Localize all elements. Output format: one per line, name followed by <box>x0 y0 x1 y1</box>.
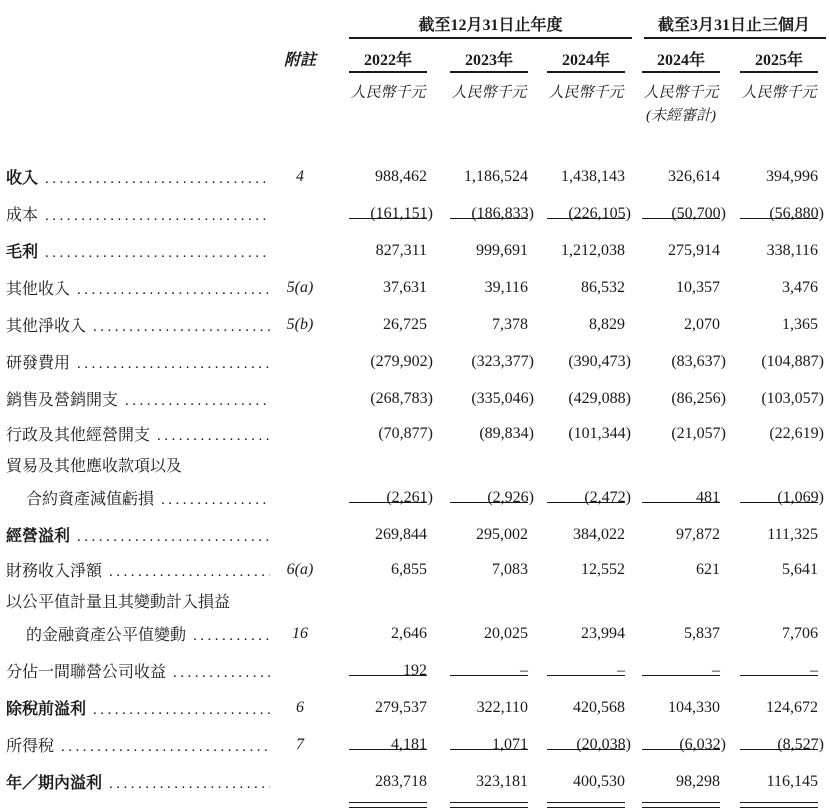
value: 104,330 <box>668 698 720 716</box>
value: 275,914 <box>668 241 720 259</box>
value: 116,145 <box>766 772 818 790</box>
row-note: 16 <box>292 624 308 642</box>
value: 326,614 <box>668 167 720 185</box>
value: 7,083 <box>492 560 528 578</box>
value: 5,641 <box>782 560 818 578</box>
value: (86,256) <box>671 389 726 407</box>
value: (70,877) <box>378 424 433 442</box>
value-cell-col4 <box>625 699 720 717</box>
value: (186,833) <box>471 204 534 222</box>
value-cell-col1 <box>328 662 427 680</box>
value: 12,552 <box>581 560 625 578</box>
value: 20,025 <box>484 624 528 642</box>
value: 4,181 <box>391 735 427 753</box>
group-rule-quarterly <box>644 37 826 39</box>
value: 420,568 <box>573 698 625 716</box>
value-cell-col3 <box>528 204 631 223</box>
value-cell-col2 <box>427 242 528 260</box>
row-label-cell <box>0 486 272 509</box>
value: 23,994 <box>581 624 625 642</box>
row-note: 6 <box>296 698 304 716</box>
value-cell-col1 <box>328 736 427 754</box>
year-column-header: 2025年 <box>754 52 803 69</box>
value-cell-col5 <box>720 625 818 643</box>
table-row <box>0 158 829 195</box>
row-label: 成本 <box>6 207 39 224</box>
dot-leader <box>45 245 270 262</box>
value: (226,105) <box>568 204 631 222</box>
row-label: 所得稅 <box>6 738 55 755</box>
value-cell-col4 <box>625 204 726 223</box>
value-cell-col3 <box>528 279 625 297</box>
row-label-cell <box>0 523 272 546</box>
value-cell-col2 <box>427 526 528 544</box>
value: 621 <box>696 560 720 578</box>
table-row <box>0 615 829 652</box>
year-column-header: 2024年 <box>561 52 610 69</box>
dot-leader <box>45 208 270 225</box>
dot-leader <box>77 529 270 546</box>
dot-leader <box>61 739 270 756</box>
value: 295,002 <box>476 525 528 543</box>
table-row <box>0 195 829 232</box>
value: 999,691 <box>476 241 528 259</box>
year-column-header: 2023年 <box>464 52 513 69</box>
value: (390,473) <box>568 352 631 370</box>
value: (21,057) <box>671 424 726 442</box>
row-note: 4 <box>296 167 304 185</box>
dot-leader <box>193 628 270 645</box>
row-label: 毛利 <box>6 244 39 261</box>
table-row <box>0 763 829 800</box>
value: 394,996 <box>766 167 818 185</box>
value: 338,116 <box>766 241 818 259</box>
dot-leader <box>161 492 270 509</box>
double-rule-cell <box>528 802 625 808</box>
value: 10,357 <box>676 278 720 296</box>
value: (50,700) <box>671 204 726 222</box>
value: 269,844 <box>375 525 427 543</box>
period-group-title-annual: 截至12月31日止年度 <box>418 17 563 34</box>
value: 400,530 <box>573 772 625 790</box>
value: 7,378 <box>492 315 528 333</box>
value-cell-col3 <box>528 424 631 443</box>
value-cell-col2 <box>427 389 534 408</box>
value: – <box>810 661 818 679</box>
value: 323,181 <box>476 772 528 790</box>
value-cell-col4 <box>625 526 720 544</box>
value: 1,186,524 <box>464 167 528 185</box>
row-label-cell <box>0 770 272 793</box>
row-note: 7 <box>296 735 304 753</box>
value: – <box>520 661 528 679</box>
value-cell-col1 <box>328 625 427 643</box>
value-cell-col5 <box>720 279 818 297</box>
value-cell-col4 <box>625 625 720 643</box>
row-label: 年／期內溢利 <box>6 775 103 792</box>
value-cell-col3 <box>528 168 625 186</box>
value: 5,837 <box>684 624 720 642</box>
table-row <box>0 652 829 689</box>
dot-leader <box>77 282 270 299</box>
value-cell-col5 <box>720 242 818 260</box>
row-label: 分佔一間聯營公司收益 <box>6 664 167 681</box>
value: 1,438,143 <box>561 167 625 185</box>
value-cell-col4 <box>625 279 720 297</box>
value: (101,344) <box>568 424 631 442</box>
table-row <box>0 232 829 269</box>
value-cell-col1 <box>328 424 433 443</box>
row-label-cell <box>0 696 272 719</box>
currency-unit-label: 人民幣千元 <box>548 85 624 101</box>
row-label: 合約資產減值虧損 <box>26 491 155 508</box>
value-cell-col1 <box>328 204 433 223</box>
value-cell-col5 <box>720 168 818 186</box>
value-cell-col5 <box>720 526 818 544</box>
year-underline <box>450 71 528 73</box>
row-label-cell <box>0 589 272 612</box>
value-cell-col3 <box>528 773 625 791</box>
value-cell-col5 <box>720 424 824 443</box>
value: 192 <box>403 661 427 679</box>
value-cell-col3 <box>528 316 625 334</box>
row-label: 其他淨收入 <box>6 318 87 335</box>
double-rule-cell <box>328 802 427 808</box>
value: 2,070 <box>684 315 720 333</box>
value-cell-col5 <box>720 389 824 408</box>
value: 124,672 <box>766 698 818 716</box>
value-cell-col1 <box>328 773 427 791</box>
value: 86,532 <box>581 278 625 296</box>
row-label: 銷售及營銷開支 <box>6 392 119 409</box>
value: 384,022 <box>573 525 625 543</box>
value-cell-col3 <box>528 488 631 507</box>
value-cell-col2 <box>427 773 528 791</box>
value-cell-col4 <box>625 773 720 791</box>
value: 111,325 <box>767 525 818 543</box>
value-cell-col4 <box>625 316 720 334</box>
dot-leader <box>93 702 270 719</box>
group-rule-annual <box>349 37 632 39</box>
value-cell-col4 <box>625 424 726 443</box>
value: 7,706 <box>782 624 818 642</box>
row-label-cell <box>0 165 272 188</box>
value-cell-col1 <box>328 389 433 408</box>
value: 6,855 <box>391 560 427 578</box>
table-row <box>0 689 829 726</box>
notes-column-header: 附註 <box>283 52 316 69</box>
value: (2,926) <box>487 488 534 506</box>
value: 1,212,038 <box>561 241 625 259</box>
double-rule <box>349 802 427 808</box>
value: (83,637) <box>671 352 726 370</box>
table-row <box>0 450 829 479</box>
row-label: 收入 <box>6 170 39 187</box>
value: (104,887) <box>761 352 824 370</box>
double-rule-cell <box>427 802 528 808</box>
year-underline <box>349 71 427 73</box>
value: (2,472) <box>584 488 631 506</box>
year-column-header: 2024年 <box>656 52 705 69</box>
table-header <box>0 0 829 158</box>
value-cell-col2 <box>427 625 528 643</box>
row-note: 5(b) <box>286 315 314 333</box>
value: 988,462 <box>375 167 427 185</box>
double-rule <box>740 802 818 808</box>
table-row <box>0 516 829 553</box>
value: 37,631 <box>383 278 427 296</box>
value: (429,088) <box>568 389 631 407</box>
value-cell-col3 <box>528 699 625 717</box>
value-cell-col4 <box>625 352 726 371</box>
value-cell-col5 <box>720 352 824 371</box>
row-label: 其他收入 <box>6 281 71 298</box>
value: (279,902) <box>370 352 433 370</box>
currency-unit-label: 人民幣千元 <box>451 85 527 101</box>
value: (89,834) <box>479 424 534 442</box>
row-label: 除稅前溢利 <box>6 701 87 718</box>
row-label: 行政及其他經營開支 <box>6 427 151 444</box>
value-cell-col1 <box>328 526 427 544</box>
row-label: 以公平值計量且其變動計入損益 <box>6 594 231 611</box>
row-label-cell <box>0 733 272 756</box>
dot-leader <box>109 776 270 793</box>
value: 26,725 <box>383 315 427 333</box>
value: (2,261) <box>386 488 433 506</box>
value: 8,829 <box>589 315 625 333</box>
currency-unit-label: 人民幣千元 <box>643 85 719 101</box>
value-cell-col2 <box>427 488 534 507</box>
value: (6,032) <box>679 735 726 753</box>
row-label: 貿易及其他應收款項以及 <box>6 458 183 475</box>
value-cell-col5 <box>720 773 818 791</box>
value: (56,880) <box>769 204 824 222</box>
row-label-cell <box>0 276 272 299</box>
row-note: 5(a) <box>286 278 314 296</box>
value-cell-col2 <box>427 316 528 334</box>
table-row <box>0 380 829 417</box>
value: 827,311 <box>375 241 427 259</box>
dot-leader <box>45 171 270 188</box>
row-label-cell <box>0 202 272 225</box>
value-cell-col2 <box>427 561 528 579</box>
table-row <box>0 417 829 450</box>
value: (103,057) <box>761 389 824 407</box>
value-cell-col5 <box>720 699 818 717</box>
value: (20,038) <box>576 735 631 753</box>
row-label-cell <box>0 313 272 336</box>
dot-leader <box>173 665 270 682</box>
value-cell-col1 <box>328 699 427 717</box>
value-cell-col5 <box>720 561 818 579</box>
value: 1,071 <box>492 735 528 753</box>
value-cell-col4 <box>625 168 720 186</box>
currency-unit-label: 人民幣千元 <box>741 85 817 101</box>
table-row <box>0 343 829 380</box>
value-cell-col1 <box>328 242 427 260</box>
value-cell-col3 <box>528 735 631 754</box>
row-label-cell <box>0 659 272 682</box>
value-cell-col4 <box>625 489 720 507</box>
value-cell-col1 <box>328 316 427 334</box>
value-cell-col4 <box>625 242 720 260</box>
row-label-cell <box>0 422 272 445</box>
dot-leader <box>157 428 270 445</box>
unaudited-note: (未經審計) <box>646 108 716 124</box>
value: 2,646 <box>391 624 427 642</box>
row-label-cell <box>0 239 272 262</box>
value-cell-col3 <box>528 526 625 544</box>
dot-leader <box>93 319 270 336</box>
value: 98,298 <box>676 772 720 790</box>
double-rule-cell <box>720 802 818 808</box>
value-cell-col5 <box>720 316 818 334</box>
value: 322,110 <box>476 698 528 716</box>
value-cell-col2 <box>427 424 534 443</box>
year-underline <box>642 71 720 73</box>
double-rule <box>642 802 720 808</box>
table-row <box>0 726 829 763</box>
table-row <box>0 269 829 306</box>
table-body <box>0 158 829 812</box>
value: (335,046) <box>471 389 534 407</box>
value-cell-col1 <box>328 488 433 507</box>
row-note: 6(a) <box>286 560 314 578</box>
row-label: 經營溢利 <box>6 528 71 545</box>
value: (323,377) <box>471 352 534 370</box>
dot-leader <box>77 356 270 373</box>
value: (8,527) <box>777 735 824 753</box>
value-cell-col2 <box>427 168 528 186</box>
value-cell-col5 <box>720 204 824 223</box>
value: (1,069) <box>777 488 824 506</box>
value-cell-col4 <box>625 662 720 680</box>
row-label-cell <box>0 558 272 581</box>
period-group-title-quarterly: 截至3月31日止三個月 <box>657 17 810 34</box>
table-row <box>0 586 829 615</box>
value: 39,116 <box>484 278 528 296</box>
value: (268,783) <box>370 389 433 407</box>
row-label: 的金融資產公平值變動 <box>26 627 187 644</box>
value-cell-col3 <box>528 662 625 680</box>
value-cell-col1 <box>328 279 427 297</box>
value: 279,537 <box>375 698 427 716</box>
row-label-cell <box>0 622 272 645</box>
value: 1,365 <box>782 315 818 333</box>
value-cell-col3 <box>528 389 631 408</box>
value-cell-col2 <box>427 699 528 717</box>
row-label-cell <box>0 350 272 373</box>
value-cell-col5 <box>720 735 824 754</box>
value-cell-col1 <box>328 168 427 186</box>
value: (22,619) <box>769 424 824 442</box>
value-cell-col1 <box>328 352 433 371</box>
value: 481 <box>696 488 720 506</box>
value-cell-col4 <box>625 561 720 579</box>
value: 283,718 <box>375 772 427 790</box>
row-label-cell <box>0 453 272 476</box>
value: 3,476 <box>782 278 818 296</box>
year-underline <box>740 71 818 73</box>
double-rule-cell <box>625 802 720 808</box>
double-rule <box>450 802 528 808</box>
value-cell-col5 <box>720 488 824 507</box>
year-column-header: 2022年 <box>363 52 412 69</box>
value-cell-col2 <box>427 352 534 371</box>
double-rule-row <box>0 800 829 812</box>
value-cell-col2 <box>427 279 528 297</box>
value-cell-col1 <box>328 561 427 579</box>
value-cell-col4 <box>625 389 726 408</box>
currency-unit-label: 人民幣千元 <box>350 85 426 101</box>
row-label-cell <box>0 387 272 410</box>
value: (161,151) <box>370 204 433 222</box>
year-underline <box>547 71 625 73</box>
value-cell-col2 <box>427 204 534 223</box>
value-cell-col3 <box>528 352 631 371</box>
dot-leader <box>109 564 270 581</box>
row-label: 研發費用 <box>6 355 71 372</box>
value: – <box>712 661 720 679</box>
double-rule <box>547 802 625 808</box>
table-row <box>0 553 829 586</box>
table-row <box>0 479 829 516</box>
value-cell-col4 <box>625 735 726 754</box>
value-cell-col3 <box>528 625 625 643</box>
value-cell-col2 <box>427 662 528 680</box>
value: – <box>617 661 625 679</box>
dot-leader <box>125 393 270 410</box>
value-cell-col3 <box>528 242 625 260</box>
row-label: 財務收入淨額 <box>6 563 103 580</box>
table-row <box>0 306 829 343</box>
value-cell-col3 <box>528 561 625 579</box>
value-cell-col2 <box>427 736 528 754</box>
value-cell-col5 <box>720 662 818 680</box>
value: 97,872 <box>676 525 720 543</box>
